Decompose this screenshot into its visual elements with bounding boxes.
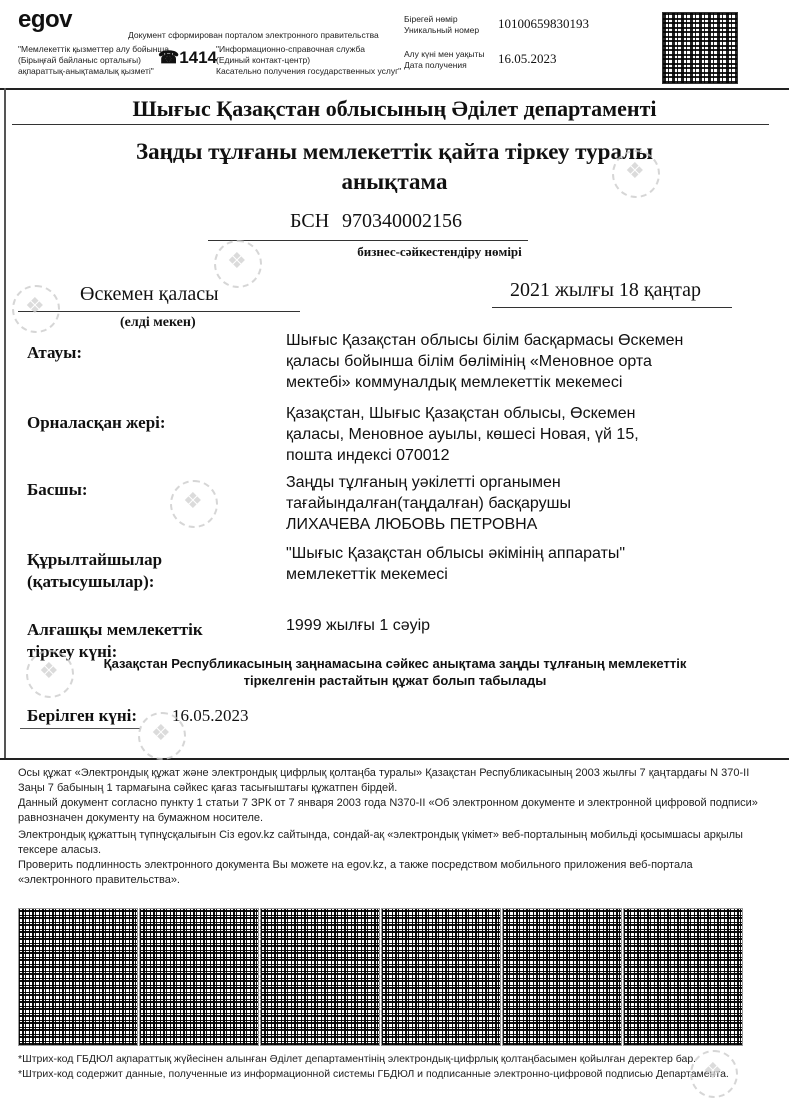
uid-labels [404,14,479,36]
date-label-kz: Алу күні мен уақыты [404,49,485,59]
frame-bottom-border [0,758,789,760]
label-line: (қатысушылар): [27,572,155,591]
center-note-line: "Информационно-справочная служба [216,44,365,54]
data-barcode [18,908,138,1046]
phone-icon: ☎ [158,48,180,67]
bsn-underline [208,240,528,241]
ornament-stamp [170,480,218,528]
phone-number [158,48,217,68]
verify-note-ru: Проверить подлинность электронного документа Вы можете на egov.kz, а также посредством мобильного приложения веб-портала «электронного правительства». [18,859,693,886]
field-value-address [286,403,746,466]
ornament-stamp [612,150,660,198]
frame-left-border [4,88,6,760]
left-note-line: ақпараттық-анықтамалық қызметі" [18,66,154,76]
law-note-ru: Данный документ согласно пункту 1 статьи 7 ЗРК от 7 января 2003 года N370-II «Об электронном документе и электронной цифровой подписи» равнозначен документу на бумажном носителе. [18,797,758,824]
data-barcode [260,908,380,1046]
left-service-note [18,44,169,77]
center-service-note [216,44,401,77]
field-value-founders [286,543,746,585]
law-note-kz: Осы құжат «Электрондық құжат және электрондық цифрлық қолтаңба туралы» Қазақстан Республикасының 2003 жылғы 7 қаңтардағы N 370-II Заңы 7 бабының 1 тармағына сәйкес қағаз тасығыштағы құжатпен бірдей. [18,767,750,794]
value-line: қаласы бойынша білім бөлімінің «Меновное орта [286,353,652,370]
frame-top-border [0,88,789,90]
date-underline [492,307,732,308]
value-line: Шығыс Қазақстан облысы білім басқармасы Өскемен [286,332,684,349]
ornament-stamp [12,285,60,333]
place-value: Өскемен қаласы [80,283,219,305]
receipt-date: 16.05.2023 [498,51,557,66]
field-label-head: Басшы: [27,480,88,499]
issued-label: Берілген күні: [27,706,138,725]
center-note-line: (Единый контакт-центр) [216,55,311,65]
value-line: пошта индексі 070012 [286,447,450,464]
field-label-founders [27,549,162,593]
place-caption: (елді мекен) [120,315,196,330]
value-line: 1999 жылғы 1 сәуір [286,617,431,634]
issued-date: 16.05.2023 [172,706,249,725]
left-note-line: (Бірыңғай байланыс орталығы) [18,55,141,65]
bsn-value: 970340002156 [342,210,462,232]
uid-label-kz: Бірегей нөмір [404,14,458,24]
field-value-head [286,472,746,535]
bsn-caption: бизнес-сәйкестендіру нөмірі [357,244,522,259]
data-barcode [139,908,259,1046]
department-name: Шығыс Қазақстан облысының Әділет департаменті [132,96,657,121]
statement-line: Қазақстан Республикасының заңнамасына сәйкес анықтама заңды тұлғаның мемлекеттік [103,656,687,671]
field-value-first-registration [286,615,746,636]
field-label-name: Атауы: [27,343,83,362]
unique-number: 10100659830193 [498,16,589,31]
center-note-line: Касательно получения государственных услуг" [216,66,402,76]
date-labels [404,49,485,71]
title-line: Заңды тұлғаны мемлекеттік қайта тіркеу туралы [135,139,654,164]
bsn-label: БСН [290,210,330,232]
divider [12,124,769,125]
footer-note-ru: *Штрих-код содержит данные, полученные из информационной системы ГБДЮЛ и подписанные электронно-цифровой подписью Департамента. [18,1068,729,1080]
value-line: Қазақстан, Шығыс Қазақстан облысы, Өскемен [286,405,636,422]
place-underline [18,311,300,312]
value-line: "Шығыс Қазақстан облысы әкімінің аппараты" [286,545,626,562]
footer-note-kz: *Штрих-код ГБДЮЛ ақпараттық жүйесінен алынған Әділет департаментінің электрондық-цифрлық қолтаңбасымен қойылған деректер бар. [18,1053,697,1065]
portal-note: Документ сформирован порталом электронного правительства [128,30,379,40]
issued-underline [20,728,140,729]
ornament-stamp [138,712,186,760]
uid-label-ru: Уникальный номер [404,25,480,35]
value-line: тағайындалған(таңдалған) басқарушы [286,495,571,512]
data-barcode [502,908,622,1046]
label-line: Алғашқы мемлекеттік [27,620,203,639]
label-line: тіркеу күні: [27,642,118,661]
registration-date: 2021 жылғы 18 қаңтар [510,279,702,301]
ornament-stamp [690,1050,738,1098]
ornament-stamp [26,650,74,698]
value-line: мектебі» коммуналдық мемлекеттік мекемесі [286,374,623,391]
left-note-line: "Мемлекеттік қызметтер алу бойынша [18,44,169,54]
data-barcode [623,908,743,1046]
label-line: Құрылтайшылар [27,550,163,569]
data-barcode [381,908,501,1046]
value-line: Заңды тұлғаның уәкілетті органымен [286,474,561,491]
title-line: анықтама [341,169,448,194]
qr-code [662,12,738,84]
verify-note-kz: Электрондық құжаттың түпнұсқалығын Сіз egov.kz сайтында, сондай-ақ «электрондық үкімет» веб-порталының мобильді қосымшасы арқылы тексере аласыз. [18,829,743,856]
phone-value: 1414 [179,48,218,67]
ornament-stamp [214,240,262,288]
field-label-address: Орналасқан жері: [27,413,166,432]
value-line: мемлекеттік мекемесі [286,566,448,583]
egov-logo: egov [18,6,73,33]
value-line: қаласы, Меновное ауылы, көшесі Новая, үй 15, [286,426,639,443]
value-line: ЛИХАЧЕВА ЛЮБОВЬ ПЕТРОВНА [286,516,538,533]
statement-line: тіркелгенін растайтын құжат болып табылады [243,673,547,688]
date-label-ru: Дата получения [404,60,467,70]
field-value-name [286,330,746,393]
legal-statement [40,655,750,689]
